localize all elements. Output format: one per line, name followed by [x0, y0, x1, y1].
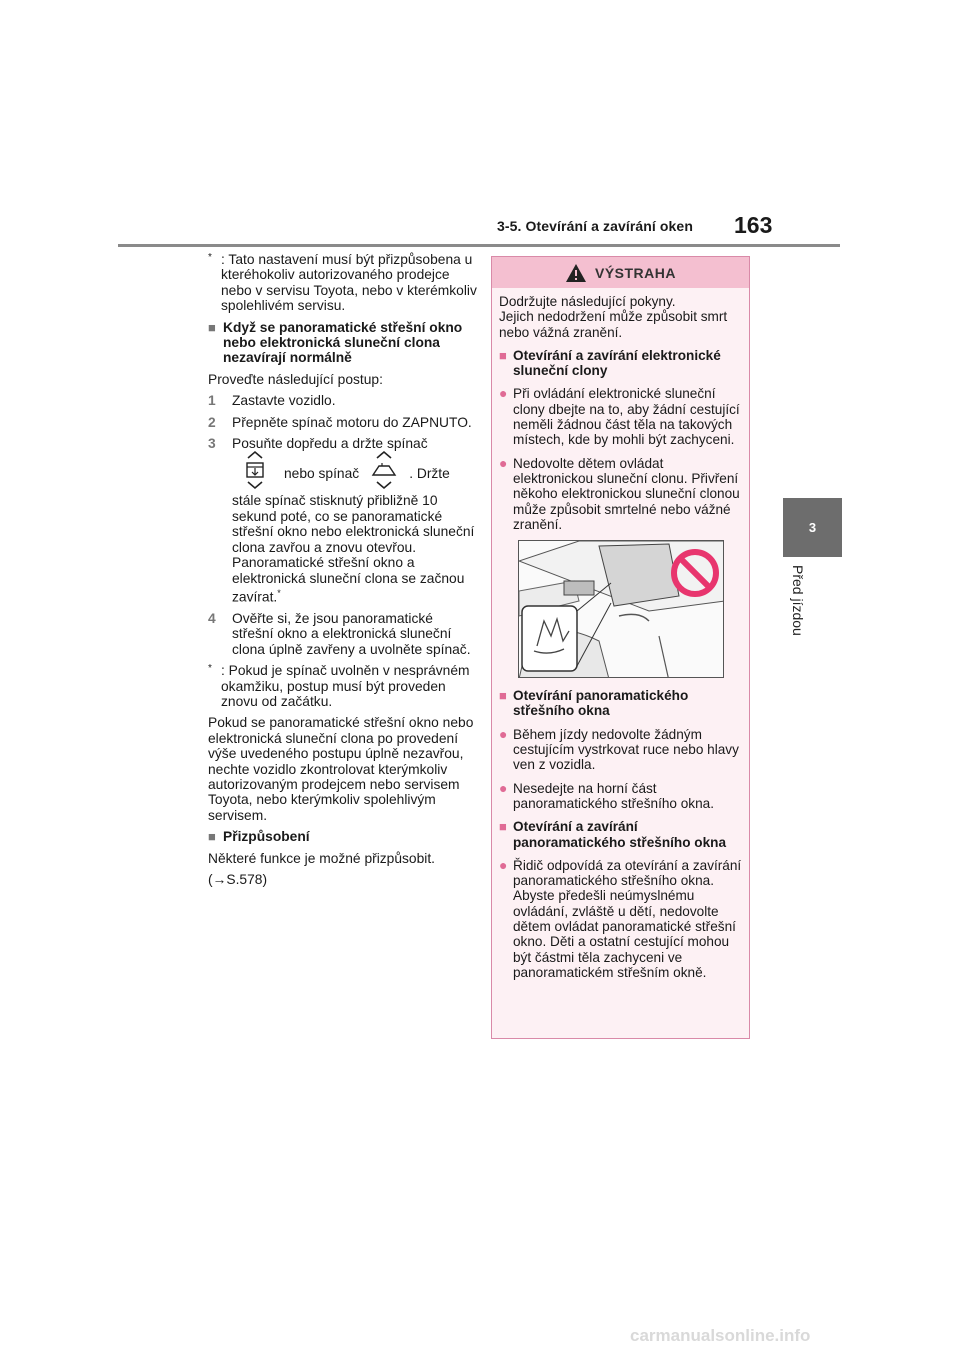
step-text: Zastavte vozidlo. — [232, 393, 336, 409]
warning-body — [499, 294, 744, 988]
round-bullet-icon: ● — [499, 385, 508, 402]
warning-bullet-text: Nesedejte na horní část panoramatického střešního okna. — [513, 780, 715, 811]
warning-bullet — [499, 386, 744, 447]
step-text: Posuňte dopředu a držte spínač — [232, 436, 428, 452]
round-bullet-icon: ● — [499, 856, 508, 873]
footnote-text: : Pokud je spínač uvolněn v nesprávném okamžiku, postup musí být proveden znovu od začátku. — [221, 663, 470, 709]
step-3-continued-text: stále spínač stisknutý přibližně 10 sekund poté, co se panoramatické střešní okno nebo elektronická sluneční clona zavřou a znovu otevřou. Panoramatické střešní okno a elektronická sluneční clona se začnou zavírat. — [232, 493, 475, 605]
square-bullet-icon: ■ — [499, 688, 507, 704]
switch-or-label: nebo spínač — [284, 465, 360, 481]
warning-heading-roof-open — [499, 688, 744, 719]
footer-watermark: carmanualsonline.info — [630, 1326, 811, 1345]
sunshade-pinch-illustration — [518, 540, 724, 678]
warning-bullet — [499, 858, 744, 980]
section-title: 3-5. Otevírání a zavírání oken — [497, 218, 693, 234]
warning-heading-text: Otevírání a zavírání panoramatického střešního okna — [513, 819, 727, 850]
roof-switch-icon — [369, 450, 399, 490]
footnote-marker: * — [208, 252, 212, 263]
side-tab-spacer — [783, 250, 842, 498]
warning-intro: Dodržujte následující pokyny. Jejich nedodržení může způsobit smrt nebo vážná zranění. — [499, 294, 728, 340]
warning-heading-text: Otevírání panoramatického střešního okna — [513, 688, 689, 719]
step-text: Přepněte spínač motoru do ZAPNUTO. — [232, 414, 472, 430]
footnote-ref: * — [277, 587, 281, 598]
chapter-label-wrap — [790, 565, 810, 655]
warning-bullet-text: Řidič odpovídá za otevírání a zavírání panoramatického střešního okna. Abyste předešli neúmyslnému ovládání, zvláště u dětí, nedovolte dětem ovládat panoramatické střešní okno. Děti a ostatní cestující mohou být částmi těla zachyceni ve panoramatickém střešním okně. — [513, 857, 742, 980]
warning-box — [491, 256, 750, 1039]
section-heading-abnormal — [208, 320, 478, 366]
procedure-intro: Proveďte následující postup: — [208, 371, 383, 387]
warning-bullet — [499, 727, 744, 773]
customization-page-link[interactable]: (→S.578) — [208, 872, 268, 887]
step-number: 4 — [208, 610, 216, 626]
customization-text-block — [208, 851, 478, 888]
header-divider — [118, 244, 840, 247]
switch-hold-label: . Držte — [409, 465, 450, 481]
section-heading-text: Když se panoramatické střešní okno nebo elektronická sluneční clona nezavírají normálně — [223, 319, 463, 366]
step-number: 3 — [208, 436, 216, 452]
square-bullet-icon: ■ — [208, 319, 216, 335]
step-2 — [208, 415, 478, 430]
square-bullet-icon: ■ — [499, 347, 507, 363]
section-heading-text: Přizpůsobení — [223, 829, 310, 845]
chapter-number: 3 — [808, 520, 817, 535]
switch-icons-row — [208, 453, 478, 493]
prohibition-icon — [669, 547, 721, 599]
step-4 — [208, 611, 478, 657]
left-column — [208, 252, 478, 893]
customization-text: Některé funkce je možné přizpůsobit. — [208, 850, 435, 866]
page-number: 163 — [734, 212, 773, 238]
round-bullet-icon: ● — [499, 454, 508, 471]
warning-triangle-icon — [565, 263, 587, 283]
warning-header — [492, 257, 749, 288]
footnote-1 — [208, 252, 478, 314]
warning-heading-text: Otevírání a zavírání elektronické sluneční clony — [513, 347, 721, 379]
footnote-text: : Tato nastavení musí být přizpůsobena u kteréhokoliv autorizovaného prodejce nebo v servisu Toyota, nebo v kterémkoliv spolehlivém servisu. — [221, 252, 477, 314]
chapter-label: Před jízdou — [790, 565, 806, 636]
warning-bullet-text: Během jízdy nedovolte žádným cestujícím vystrkovat ruce nebo hlavy ven z vozidla. — [513, 726, 739, 773]
warning-bullet-text: Nedovolte dětem ovládat elektronickou sluneční clonu. Přivření někoho elektronickou sluneční clonou může způsobit smrtelné nebo vážné zranění. — [513, 455, 740, 532]
step-3-continued — [208, 493, 478, 604]
warning-title: VÝSTRAHA — [594, 264, 676, 281]
round-bullet-icon: ● — [499, 725, 508, 742]
warning-bullet — [499, 781, 744, 812]
square-bullet-icon: ■ — [208, 829, 216, 845]
step-number: 1 — [208, 393, 216, 409]
sunshade-switch-icon — [240, 450, 270, 490]
chapter-tab — [783, 498, 842, 557]
step-number: 2 — [208, 414, 216, 430]
round-bullet-icon: ● — [499, 779, 508, 796]
footnote-2 — [208, 663, 478, 709]
warning-bullet — [499, 456, 744, 532]
warning-heading-roof-operate — [499, 819, 744, 850]
step-text: Ověřte si, že jsou panoramatické střešní okno a elektronická sluneční clona úplně zavřeny a uvolněte spínač. — [232, 610, 471, 657]
section-heading-customization — [208, 829, 478, 844]
service-paragraph: Pokud se panoramatické střešní okno nebo elektronická sluneční clona po provedení výše uvedeného postupu úplně nezavřou, nechte vozidlo zkontrolovat kterýmkoliv autorizovaným prodejcem nebo servisem Toyota, nebo kterýmkoliv spolehlivým servisem. — [208, 715, 474, 823]
warning-bullet-text: Při ovládání elektronické sluneční clony dbejte na to, aby žádní cestující neměli žádnou část těla na takových místech, kde by mohli být zachyceni. — [513, 386, 740, 448]
step-1 — [208, 393, 478, 408]
footnote-marker: * — [208, 663, 212, 675]
warning-heading-sunshade — [499, 348, 744, 379]
square-bullet-icon: ■ — [499, 819, 507, 835]
step-3 — [208, 436, 478, 451]
